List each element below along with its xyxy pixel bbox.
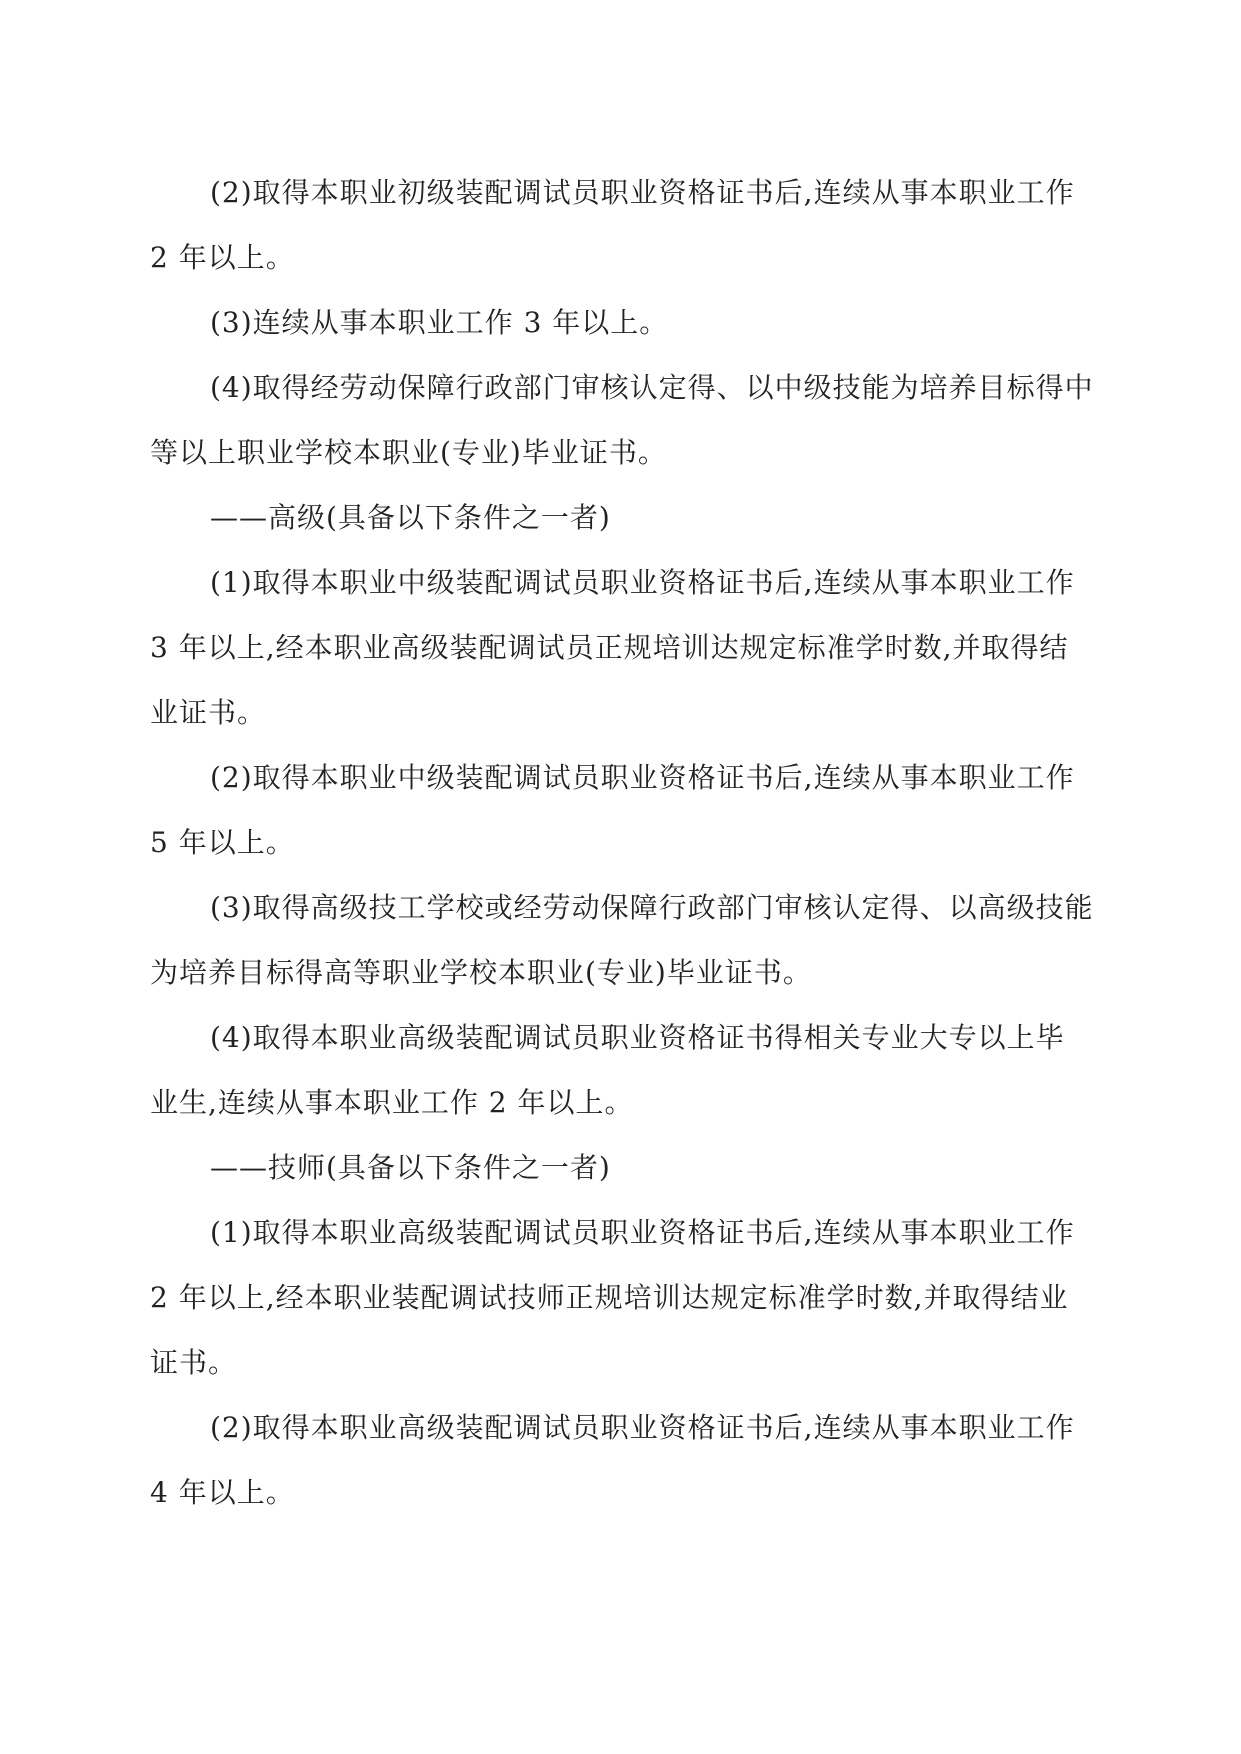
paragraph-intermediate-4	[150, 355, 1094, 485]
paragraph-line: 业证书。	[150, 696, 267, 729]
paragraph-line: (2)取得本职业中级装配调试员职业资格证书后,连续从事本职业工作	[210, 761, 1075, 794]
paragraph-line: 等以上职业学校本职业(专业)毕业证书。	[150, 436, 667, 469]
paragraph-line: (3)连续从事本职业工作 3 年以上。	[210, 306, 669, 339]
paragraph-line: 为培养目标得高等职业学校本职业(专业)毕业证书。	[150, 956, 812, 989]
paragraph-senior-1	[150, 550, 1094, 745]
paragraph-senior-3	[150, 875, 1094, 1005]
paragraph-line: 4 年以上。	[150, 1476, 295, 1509]
paragraph-technician-1	[150, 1200, 1094, 1395]
paragraph-line: (2)取得本职业初级装配调试员职业资格证书后,连续从事本职业工作	[210, 176, 1075, 209]
section-heading-text: ——技师(具备以下条件之一者)	[210, 1151, 611, 1184]
section-heading-technician	[150, 1135, 1094, 1200]
paragraph-line: (1)取得本职业高级装配调试员职业资格证书后,连续从事本职业工作	[210, 1216, 1075, 1249]
paragraph-technician-2	[150, 1395, 1094, 1525]
paragraph-line: 5 年以上。	[150, 826, 295, 859]
paragraph-line: (1)取得本职业中级装配调试员职业资格证书后,连续从事本职业工作	[210, 566, 1075, 599]
paragraph-line: (2)取得本职业高级装配调试员职业资格证书后,连续从事本职业工作	[210, 1411, 1075, 1444]
paragraph-line: 2 年以上。	[150, 241, 295, 274]
paragraph-line: 2 年以上,经本职业装配调试技师正规培训达规定标准学时数,并取得结业	[150, 1281, 1069, 1314]
document-body	[150, 160, 1094, 1525]
paragraph-line: 3 年以上,经本职业高级装配调试员正规培训达规定标准学时数,并取得结	[150, 631, 1069, 664]
paragraph-line: (4)取得本职业高级装配调试员职业资格证书得相关专业大专以上毕	[210, 1021, 1065, 1054]
section-heading-text: ——高级(具备以下条件之一者)	[210, 501, 611, 534]
paragraph-senior-4	[150, 1005, 1094, 1135]
paragraph-line: 证书。	[150, 1346, 238, 1379]
section-heading-senior	[150, 485, 1094, 550]
paragraph-line: 业生,连续从事本职业工作 2 年以上。	[150, 1086, 634, 1119]
paragraph-intermediate-3	[150, 290, 1094, 355]
paragraph-line: (3)取得高级技工学校或经劳动保障行政部门审核认定得、以高级技能	[210, 891, 1094, 924]
paragraph-line: (4)取得经劳动保障行政部门审核认定得、以中级技能为培养目标得中	[210, 371, 1094, 404]
paragraph-intermediate-2	[150, 160, 1094, 290]
paragraph-senior-2	[150, 745, 1094, 875]
